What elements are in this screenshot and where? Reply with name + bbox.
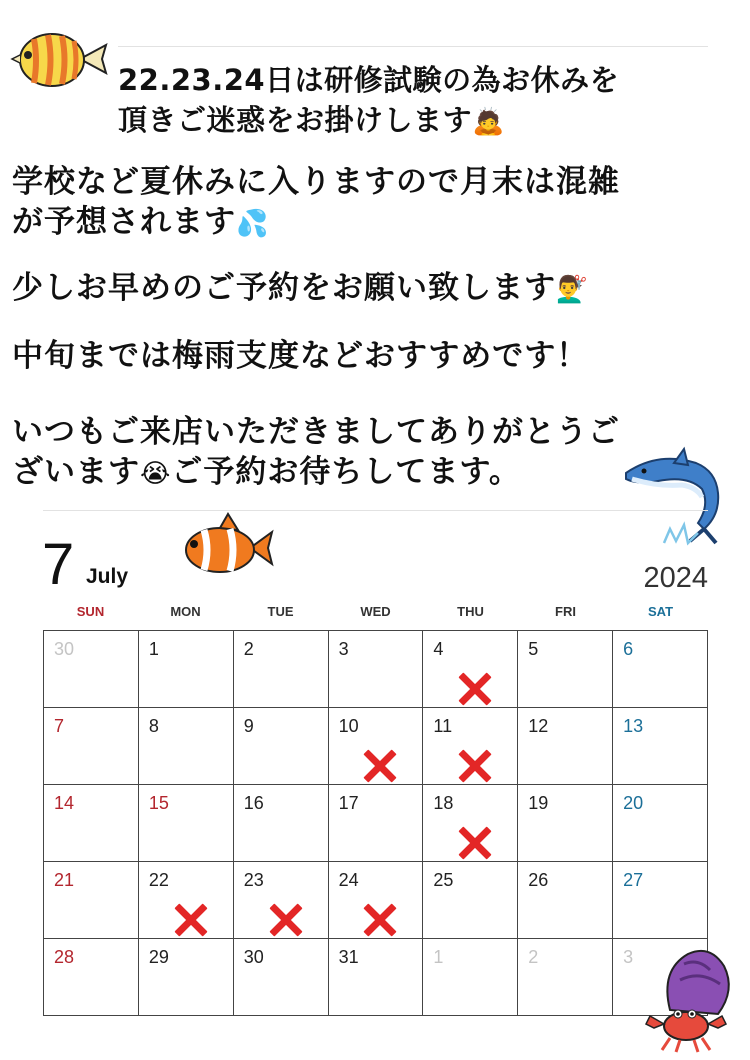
calendar-day-number: 2	[528, 947, 539, 967]
calendar-day-cell	[329, 708, 424, 785]
calendar-day-cell	[518, 862, 613, 939]
calendar-day-number: 5	[528, 639, 539, 659]
calendar-day-number: 11	[433, 716, 453, 736]
calendar-month-name: July	[86, 565, 129, 588]
calendar-day-cell	[139, 708, 234, 785]
calendar-day-cell	[139, 785, 234, 862]
calendar-day-number: 23	[243, 870, 264, 890]
calendar-day-number: 27	[623, 870, 644, 890]
calendar-day-cell	[139, 862, 234, 939]
calendar-grid	[43, 630, 708, 1016]
calendar-day-cell	[613, 785, 708, 862]
calendar-day-number: 4	[433, 639, 444, 659]
message-thanks: いつもご来店いただきましてありがとうご ざいます😭ご予約お待ちしてます。	[12, 414, 620, 490]
closed-day-x-mark	[362, 902, 398, 938]
calendar-day-cell	[139, 939, 234, 1016]
butterflyfish-icon	[10, 25, 110, 95]
clownfish-icon	[176, 512, 276, 582]
closed-day-x-mark	[362, 748, 398, 784]
calendar-day-number: 15	[148, 793, 169, 813]
calendar-day-cell	[44, 785, 139, 862]
calendar-day-cell	[234, 631, 329, 708]
calendar-day-cell	[44, 939, 139, 1016]
calendar-day-number: 19	[528, 793, 549, 813]
haircut-emoji: 💇‍♂️	[556, 275, 590, 305]
calendar-day-number: 28	[54, 947, 75, 967]
dolphin-icon	[618, 445, 738, 550]
calendar-day-number: 9	[243, 716, 254, 736]
calendar-day-cell	[329, 862, 424, 939]
closure-notice	[118, 60, 738, 142]
calendar-day-number: 6	[623, 639, 634, 659]
message-rainy-season: 中旬までは梅雨支度などおすすめです！	[12, 338, 589, 374]
calendar-day-cell	[329, 939, 424, 1016]
calendar-day-number: 24	[338, 870, 359, 890]
calendar-day-number: 14	[54, 793, 75, 813]
calendar-day-number: 22	[148, 870, 169, 890]
calendar-day-number: 2	[243, 639, 254, 659]
calendar-day-number: 25	[433, 870, 454, 890]
calendar-day-cell	[423, 785, 518, 862]
weekday-fri: FRI	[555, 604, 576, 619]
calendar-day-cell	[423, 939, 518, 1016]
calendar-day-cell	[234, 785, 329, 862]
calendar-day-number: 13	[623, 716, 644, 736]
closed-day-x-mark	[457, 671, 493, 707]
calendar-top-rule	[43, 510, 708, 511]
calendar-day-number: 30	[243, 947, 264, 967]
sweat-drops-emoji: 💦	[236, 209, 270, 239]
calendar-day-number: 26	[528, 870, 549, 890]
weekday-header	[43, 604, 708, 619]
calendar-day-number: 3	[623, 947, 634, 967]
calendar-day-number: 18	[433, 793, 454, 813]
calendar-day-cell	[613, 708, 708, 785]
calendar-day-number: 3	[338, 639, 349, 659]
calendar-day-cell	[329, 785, 424, 862]
calendar-day-cell	[139, 631, 234, 708]
closed-day-x-mark	[268, 902, 304, 938]
calendar-day-number: 31	[338, 947, 359, 967]
closed-day-x-mark	[457, 825, 493, 861]
calendar-day-number: 8	[148, 716, 159, 736]
calendar-year: 2024	[643, 562, 708, 594]
message-book-early: 少しお早めのご予約をお願い致します💇‍♂️	[12, 270, 590, 306]
calendar-day-cell	[518, 939, 613, 1016]
calendar-day-number: 1	[433, 947, 444, 967]
message-summer-crowding: 学校など夏休みに入りますので月末は混雑 が予想されます💦	[12, 164, 620, 240]
bowing-emoji: 🙇	[472, 107, 505, 137]
calendar-day-cell	[423, 631, 518, 708]
calendar-day-cell	[613, 631, 708, 708]
weekday-sat: SAT	[647, 604, 674, 619]
calendar-day-number: 1	[148, 639, 159, 659]
calendar-day-number: 7	[54, 716, 65, 736]
calendar-day-cell	[44, 631, 139, 708]
weekday-sun: SUN	[76, 604, 105, 619]
calendar-day-number: 10	[338, 716, 359, 736]
calendar-day-cell	[234, 939, 329, 1016]
calendar-day-cell	[234, 862, 329, 939]
calendar-day-number: 17	[338, 793, 359, 813]
closed-day-x-mark	[173, 902, 209, 938]
calendar-day-cell	[518, 631, 613, 708]
closure-notice-line1: 22.23.24日は研修試験の為お休みを	[118, 63, 620, 97]
weekday-wed: WED	[360, 604, 391, 619]
calendar-day-cell	[518, 785, 613, 862]
closed-day-x-mark	[457, 748, 493, 784]
notice-top-rule	[118, 46, 708, 47]
calendar-day-number: 16	[243, 793, 264, 813]
calendar-day-cell	[44, 708, 139, 785]
calendar-month-number: 7	[42, 532, 75, 597]
crying-emoji: 😭	[140, 459, 172, 489]
calendar-day-number: 20	[623, 793, 644, 813]
weekday-thu: THU	[457, 604, 484, 619]
calendar-day-cell	[234, 708, 329, 785]
weekday-tue: TUE	[267, 604, 294, 619]
calendar-day-cell	[329, 631, 424, 708]
calendar-day-number: 21	[54, 870, 75, 890]
calendar-day-cell	[423, 862, 518, 939]
calendar-day-cell	[44, 862, 139, 939]
closure-notice-line2: 頂きご迷惑をお掛けします🙇	[118, 103, 505, 137]
calendar-day-cell	[613, 862, 708, 939]
calendar-day-cell	[518, 708, 613, 785]
weekday-mon: MON	[170, 604, 201, 619]
calendar-day-number: 29	[148, 947, 169, 967]
hermit-crab-icon	[640, 940, 740, 1055]
calendar-day-cell	[423, 708, 518, 785]
calendar-day-number: 12	[528, 716, 549, 736]
calendar-day-number: 30	[54, 639, 75, 659]
